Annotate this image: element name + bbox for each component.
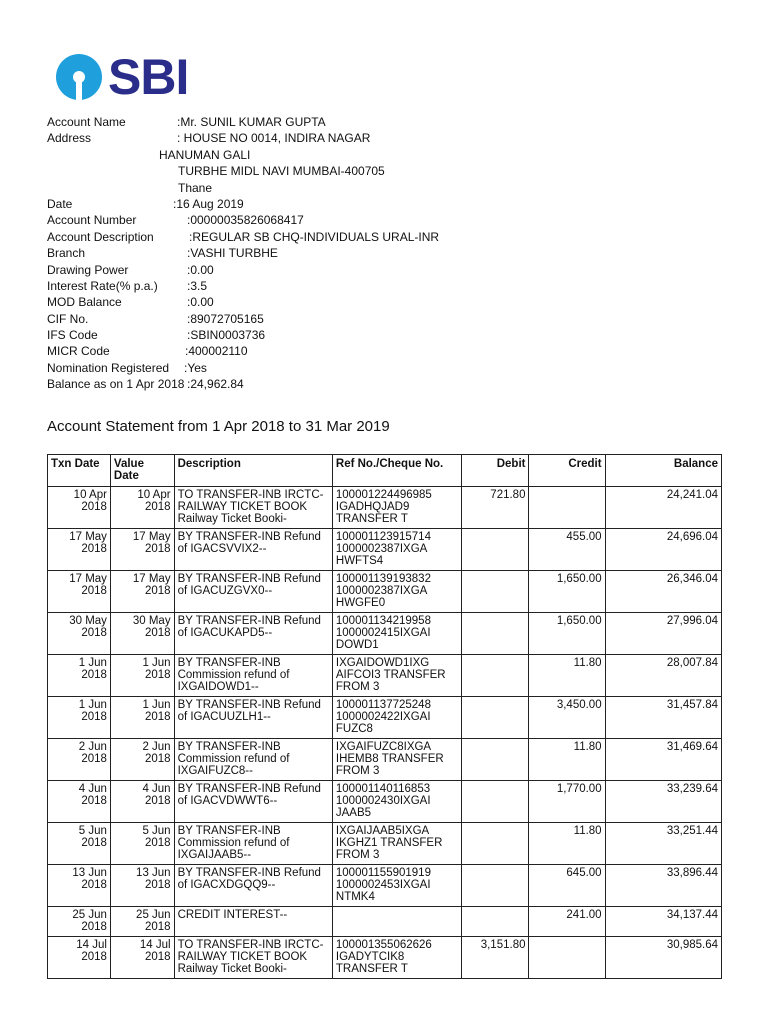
account-info-label: CIF No. <box>47 311 89 326</box>
account-info-value: : HOUSE NO 0014, INDIRA NAGAR <box>177 131 371 146</box>
account-info-label: Drawing Power <box>47 262 129 277</box>
credit-cell <box>529 487 605 529</box>
value-date-cell: 2 Jun 2018 <box>110 739 174 781</box>
account-info-row <box>47 130 747 146</box>
account-info-value: :24,962.84 <box>187 377 244 392</box>
balance-cell: 34,137.44 <box>605 907 721 937</box>
txn-date-cell: 5 Jun 2018 <box>48 823 111 865</box>
description-cell: BY TRANSFER-INB Refund of IGACVDWWT6-- <box>174 781 332 823</box>
table-row <box>48 697 722 739</box>
description-cell: BY TRANSFER-INB Refund of IGACUUZLH1-- <box>174 697 332 739</box>
description-cell: BY TRANSFER-INB Refund of IGACXDGQQ9-- <box>174 865 332 907</box>
account-info-value: :89072705165 <box>187 311 264 326</box>
account-info-row <box>47 311 747 327</box>
table-row <box>48 907 722 937</box>
description-cell: CREDIT INTEREST-- <box>174 907 332 937</box>
txn-date-cell: 1 Jun 2018 <box>48 697 111 739</box>
value-date-cell: 4 Jun 2018 <box>110 781 174 823</box>
ref-no-cell: 100001140116853 1000002430IXGAI JAAB5 <box>332 781 461 823</box>
credit-cell: 241.00 <box>529 907 605 937</box>
debit-cell: 3,151.80 <box>461 937 529 979</box>
table-row <box>48 739 722 781</box>
account-info-value: :REGULAR SB CHQ-INDIVIDUALS URAL-INR <box>189 229 440 244</box>
account-info-row <box>47 343 747 359</box>
account-info <box>47 114 747 393</box>
table-row <box>48 937 722 979</box>
value-date-cell: 17 May 2018 <box>110 529 174 571</box>
debit-cell <box>461 613 529 655</box>
value-date-cell: 5 Jun 2018 <box>110 823 174 865</box>
account-info-label: MICR Code <box>47 344 110 359</box>
table-row <box>48 613 722 655</box>
account-info-value: TURBHE MIDL NAVI MUMBAI-400705 <box>178 164 385 179</box>
table-row <box>48 529 722 571</box>
account-info-row <box>47 229 747 245</box>
balance-cell: 28,007.84 <box>605 655 721 697</box>
txn-date-cell: 30 May 2018 <box>48 613 111 655</box>
table-row <box>48 865 722 907</box>
txn-date-cell: 1 Jun 2018 <box>48 655 111 697</box>
debit-cell <box>461 739 529 781</box>
description-cell: BY TRANSFER-INB Commission refund of IXGAIFUZC8-- <box>174 739 332 781</box>
balance-cell: 33,896.44 <box>605 865 721 907</box>
account-info-value: :SBIN0003736 <box>187 328 266 343</box>
debit-cell <box>461 697 529 739</box>
account-info-row <box>47 262 747 278</box>
balance-cell: 31,469.64 <box>605 739 721 781</box>
credit-cell: 11.80 <box>529 655 605 697</box>
debit-cell <box>461 655 529 697</box>
account-info-value: :400002110 <box>185 344 248 359</box>
txn-date-cell: 4 Jun 2018 <box>48 781 111 823</box>
description-cell: BY TRANSFER-INB Refund of IGACUKAPD5-- <box>174 613 332 655</box>
header-txn-date: Txn Date <box>48 455 111 487</box>
table-row <box>48 655 722 697</box>
account-info-row <box>47 196 747 212</box>
account-info-row <box>47 180 747 196</box>
account-info-label: Branch <box>47 246 86 261</box>
txn-date-cell: 25 Jun 2018 <box>48 907 111 937</box>
account-info-value: :Mr. SUNIL KUMAR GUPTA <box>177 115 326 129</box>
account-info-label: Interest Rate(% p.a.) <box>47 278 158 293</box>
statement-title: Account Statement from 1 Apr 2018 to 31 Mar 2019 <box>47 418 390 435</box>
account-info-value: :3.5 <box>187 278 208 293</box>
value-date-cell: 1 Jun 2018 <box>110 655 174 697</box>
table-header-row <box>48 455 722 487</box>
balance-cell: 24,241.04 <box>605 487 721 529</box>
credit-cell: 11.80 <box>529 739 605 781</box>
account-info-value: :VASHI TURBHE <box>187 246 278 261</box>
credit-cell: 11.80 <box>529 823 605 865</box>
sbi-keyhole-icon <box>56 54 102 100</box>
account-info-value: :Yes <box>184 360 207 375</box>
account-info-label: Address <box>47 131 92 146</box>
txn-date-cell: 13 Jun 2018 <box>48 865 111 907</box>
header-balance: Balance <box>605 455 721 487</box>
header-value-date: Value Date <box>110 455 174 487</box>
account-info-label: MOD Balance <box>47 295 122 310</box>
debit-cell <box>461 781 529 823</box>
ref-no-cell: IXGAIJAAB5IXGA IKGHZ1 TRANSFER FROM 3 <box>332 823 461 865</box>
header-credit: Credit <box>529 455 605 487</box>
debit-cell <box>461 529 529 571</box>
value-date-cell: 17 May 2018 <box>110 571 174 613</box>
balance-cell: 33,239.64 <box>605 781 721 823</box>
txn-date-cell: 17 May 2018 <box>48 571 111 613</box>
ref-no-cell: 100001155901919 1000002453IXGAI NTMK4 <box>332 865 461 907</box>
table-row <box>48 823 722 865</box>
value-date-cell: 13 Jun 2018 <box>110 865 174 907</box>
account-info-row <box>47 163 747 179</box>
value-date-cell: 1 Jun 2018 <box>110 697 174 739</box>
description-cell: BY TRANSFER-INB Refund of IGACSVVIX2-- <box>174 529 332 571</box>
account-info-row <box>47 278 747 294</box>
account-info-value: :16 Aug 2019 <box>173 196 244 211</box>
balance-cell: 24,696.04 <box>605 529 721 571</box>
account-info-label: Date <box>47 196 73 211</box>
account-info-row <box>47 360 747 376</box>
txn-date-cell: 2 Jun 2018 <box>48 739 111 781</box>
sbi-logo <box>56 49 189 105</box>
account-info-value: :0.00 <box>187 295 214 310</box>
description-cell: BY TRANSFER-INB Refund of IGACUZGVX0-- <box>174 571 332 613</box>
account-info-row <box>47 212 747 228</box>
account-info-value: :00000035826068417 <box>187 213 304 228</box>
txn-date-cell: 10 Apr 2018 <box>48 487 111 529</box>
credit-cell: 645.00 <box>529 865 605 907</box>
value-date-cell: 14 Jul 2018 <box>110 937 174 979</box>
table-row <box>48 781 722 823</box>
ref-no-cell: 100001123915714 1000002387IXGA HWFTS4 <box>332 529 461 571</box>
ref-no-cell: 100001355062626 IGADYTCIK8 TRANSFER T <box>332 937 461 979</box>
credit-cell: 1,650.00 <box>529 571 605 613</box>
credit-cell: 1,650.00 <box>529 613 605 655</box>
txn-date-cell: 14 Jul 2018 <box>48 937 111 979</box>
txn-date-cell: 17 May 2018 <box>48 529 111 571</box>
debit-cell: 721.80 <box>461 487 529 529</box>
account-info-row <box>47 294 747 310</box>
account-info-row <box>47 245 747 261</box>
account-info-label: Account Number <box>47 213 137 228</box>
credit-cell: 1,770.00 <box>529 781 605 823</box>
account-info-label: Account Description <box>47 229 154 244</box>
sbi-logo-text: SBI <box>108 49 189 105</box>
balance-cell: 30,985.64 <box>605 937 721 979</box>
debit-cell <box>461 907 529 937</box>
debit-cell <box>461 865 529 907</box>
ref-no-cell <box>332 907 461 937</box>
ref-no-cell: 100001134219958 1000002415IXGAI DOWD1 <box>332 613 461 655</box>
account-info-label: Balance as on 1 Apr 2018 <box>47 377 185 392</box>
ref-no-cell: IXGAIFUZC8IXGA IHEMB8 TRANSFER FROM 3 <box>332 739 461 781</box>
table-row <box>48 487 722 529</box>
value-date-cell: 30 May 2018 <box>110 613 174 655</box>
account-info-value: :0.00 <box>187 262 214 277</box>
account-info-label: IFS Code <box>47 328 98 343</box>
header-debit: Debit <box>461 455 529 487</box>
account-info-row <box>47 327 747 343</box>
description-cell: TO TRANSFER-INB IRCTC-RAILWAY TICKET BOOK Railway Ticket Booki- <box>174 937 332 979</box>
account-info-value: Thane <box>178 180 213 195</box>
value-date-cell: 25 Jun 2018 <box>110 907 174 937</box>
header-ref-no: Ref No./Cheque No. <box>332 455 461 487</box>
account-info-row <box>47 114 747 130</box>
header-description: Description <box>174 455 332 487</box>
balance-cell: 27,996.04 <box>605 613 721 655</box>
credit-cell: 3,450.00 <box>529 697 605 739</box>
description-cell: BY TRANSFER-INB Commission refund of IXGAIDOWD1-- <box>174 655 332 697</box>
description-cell: TO TRANSFER-INB IRCTC-RAILWAY TICKET BOOK Railway Ticket Booki- <box>174 487 332 529</box>
transactions-table <box>47 454 722 979</box>
ref-no-cell: 100001137725248 1000002422IXGAI FUZC8 <box>332 697 461 739</box>
debit-cell <box>461 823 529 865</box>
credit-cell <box>529 937 605 979</box>
ref-no-cell: 100001224496985 IGADHQJAD9 TRANSFER T <box>332 487 461 529</box>
table-row <box>48 571 722 613</box>
ref-no-cell: 100001139193832 1000002387IXGA HWGFE0 <box>332 571 461 613</box>
account-info-row <box>47 147 747 163</box>
balance-cell: 33,251.44 <box>605 823 721 865</box>
account-info-label: Account Name <box>47 115 126 129</box>
debit-cell <box>461 571 529 613</box>
account-info-row <box>47 376 747 392</box>
description-cell: BY TRANSFER-INB Commission refund of IXGAIJAAB5-- <box>174 823 332 865</box>
account-info-label: Nomination Registered <box>47 360 170 375</box>
account-info-value: HANUMAN GALI <box>159 147 251 162</box>
balance-cell: 31,457.84 <box>605 697 721 739</box>
value-date-cell: 10 Apr 2018 <box>110 487 174 529</box>
ref-no-cell: IXGAIDOWD1IXG AIFCOI3 TRANSFER FROM 3 <box>332 655 461 697</box>
balance-cell: 26,346.04 <box>605 571 721 613</box>
credit-cell: 455.00 <box>529 529 605 571</box>
